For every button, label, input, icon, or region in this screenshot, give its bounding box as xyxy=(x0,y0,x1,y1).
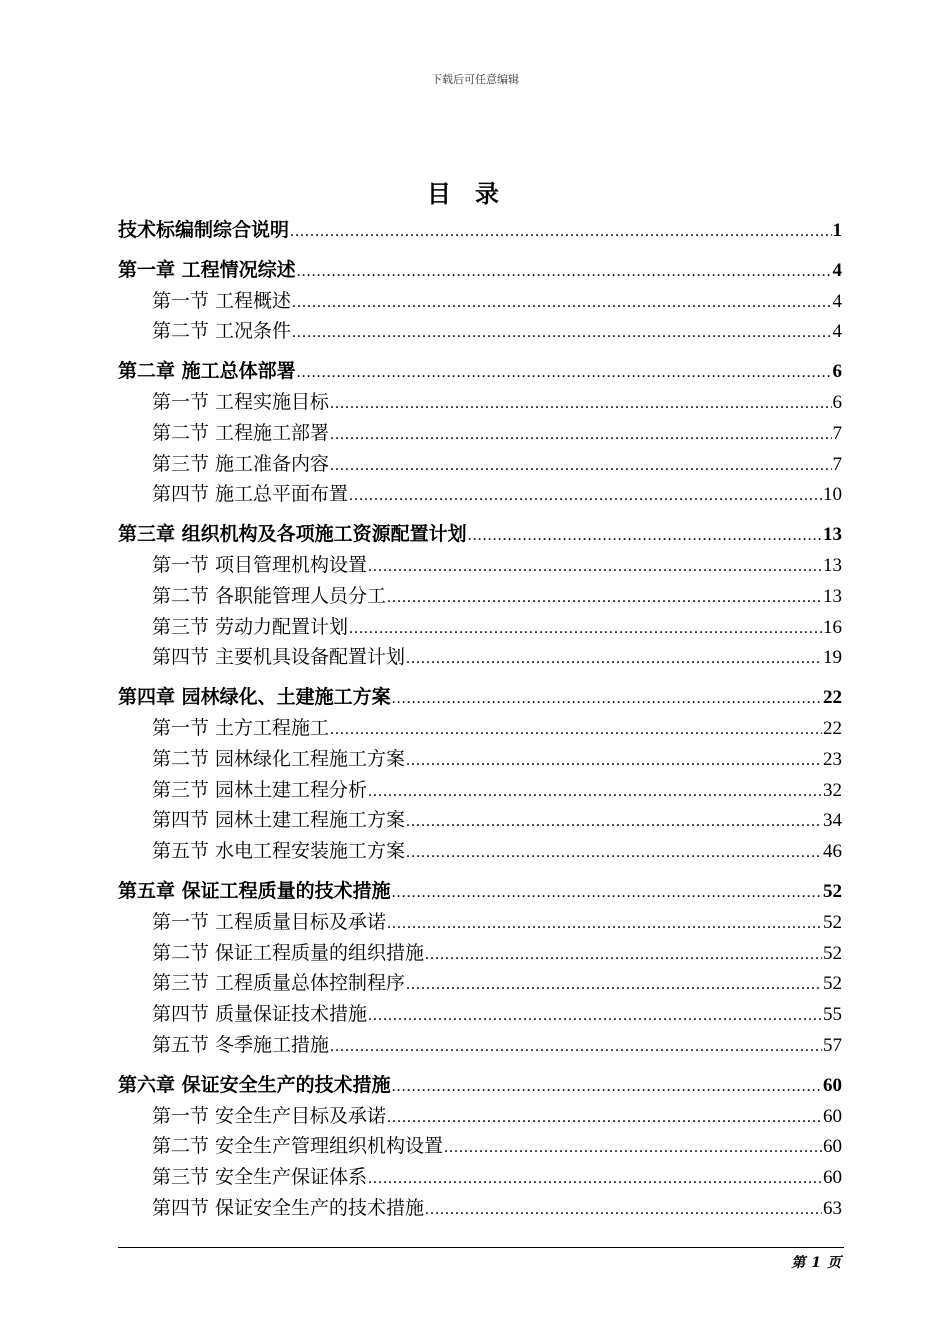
toc-section-entry[interactable] xyxy=(118,745,842,776)
toc-page-number: 13 xyxy=(823,554,842,576)
toc-dot-leader xyxy=(330,390,831,419)
toc-page-number: 52 xyxy=(823,973,842,995)
toc-entry-label: 第四节 园林土建工程施工方案 xyxy=(152,809,406,832)
toc-page-number: 10 xyxy=(823,484,842,506)
toc-entry-label: 第一节 工程质量目标及承诺 xyxy=(152,910,387,933)
toc-entry-label: 第四章 园林绿化、土建施工方案 xyxy=(118,686,391,709)
toc-section-entry[interactable] xyxy=(118,837,842,868)
toc-entry-label: 第一节 土方工程施工 xyxy=(152,716,330,739)
toc-dot-leader xyxy=(330,452,831,481)
toc-section-entry[interactable] xyxy=(118,613,842,644)
toc-section-entry[interactable] xyxy=(118,480,842,511)
toc-page-number: 6 xyxy=(832,391,842,413)
toc-entry-label: 第一节 安全生产目标及承诺 xyxy=(152,1104,387,1127)
toc-page-number: 60 xyxy=(823,1105,842,1127)
toc-entry-label: 第一节 工程实施目标 xyxy=(152,390,330,413)
toc-page-number: 63 xyxy=(823,1197,842,1219)
toc-entry-label: 第二章 施工总体部署 xyxy=(118,360,296,383)
toc-section-entry[interactable] xyxy=(118,450,842,481)
toc-entry-label: 第一节 工程概述 xyxy=(152,289,292,312)
toc-section-entry[interactable] xyxy=(118,806,842,837)
toc-dot-leader xyxy=(292,319,831,348)
toc-dot-leader xyxy=(406,808,822,837)
toc-section-entry[interactable] xyxy=(118,776,842,807)
toc-page-number: 13 xyxy=(823,524,842,546)
toc-section-entry[interactable] xyxy=(118,419,842,450)
toc-page-number: 57 xyxy=(823,1034,842,1056)
toc-entry-label: 第三节 施工准备内容 xyxy=(152,452,330,475)
toc-dot-leader xyxy=(406,839,822,868)
toc-section-entry[interactable] xyxy=(118,908,842,939)
toc-dot-leader xyxy=(392,879,822,908)
toc-dot-leader xyxy=(425,1196,822,1225)
toc-entry-label: 第二节 保证工程质量的组织措施 xyxy=(152,941,425,964)
toc-page-number: 55 xyxy=(823,1004,842,1026)
toc-section-entry[interactable] xyxy=(118,317,842,348)
toc-page-number: 60 xyxy=(823,1074,842,1096)
toc-dot-leader xyxy=(406,747,822,776)
toc-page-number: 52 xyxy=(823,880,842,902)
toc-section-entry[interactable] xyxy=(118,1132,842,1163)
toc-section-entry[interactable] xyxy=(118,643,842,674)
toc-section-entry[interactable] xyxy=(118,714,842,745)
toc-dot-leader xyxy=(368,553,822,582)
toc-dot-leader xyxy=(468,522,822,551)
toc-entry-label: 第一章 工程情况综述 xyxy=(118,258,296,281)
toc-entry-label: 第三节 安全生产保证体系 xyxy=(152,1166,368,1189)
toc-dot-leader xyxy=(392,685,822,714)
toc-dot-leader xyxy=(387,910,822,939)
toc-dot-leader xyxy=(368,1165,822,1194)
toc-section-entry[interactable] xyxy=(118,287,842,318)
toc-page-number: 32 xyxy=(823,779,842,801)
toc-chapter-entry[interactable] xyxy=(118,520,842,551)
toc-dot-leader xyxy=(406,645,822,674)
footer-divider xyxy=(118,1247,844,1248)
toc-entry-label: 技术标编制综合说明 xyxy=(118,219,290,241)
toc-entry-label: 第二节 各职能管理人员分工 xyxy=(152,584,387,607)
toc-entry-label: 第三节 工程质量总体控制程序 xyxy=(152,972,406,995)
toc-page-number: 23 xyxy=(823,748,842,770)
toc-page-number: 34 xyxy=(823,810,842,832)
toc-page-number: 7 xyxy=(832,453,842,475)
toc-section-entry[interactable] xyxy=(118,582,842,613)
toc-section-entry[interactable] xyxy=(118,388,842,419)
toc-dot-leader xyxy=(387,584,822,613)
toc-entry-label: 第四节 保证安全生产的技术措施 xyxy=(152,1196,425,1219)
toc-page-number: 46 xyxy=(823,841,842,863)
toc-dot-leader xyxy=(406,971,822,1000)
toc-entry-label: 第四节 质量保证技术措施 xyxy=(152,1003,368,1026)
toc-entry-label: 第五节 冬季施工措施 xyxy=(152,1033,330,1056)
toc-section-entry[interactable] xyxy=(118,551,842,582)
toc-entry-label: 第二节 安全生产管理组织机构设置 xyxy=(152,1135,444,1158)
toc-dot-leader xyxy=(392,1073,822,1102)
toc-page-number: 19 xyxy=(823,647,842,669)
toc-dot-leader xyxy=(330,1033,822,1062)
toc-dot-leader xyxy=(292,289,831,318)
toc-entry-label: 第二节 园林绿化工程施工方案 xyxy=(152,747,406,770)
toc-dot-leader xyxy=(368,1002,822,1031)
toc-chapter-entry[interactable] xyxy=(118,683,842,714)
toc-dot-leader xyxy=(330,716,822,745)
footer-page: 1 xyxy=(811,1255,821,1271)
toc-page-number: 22 xyxy=(823,717,842,739)
toc-section-entry[interactable] xyxy=(118,1000,842,1031)
toc-entry-label: 第三章 组织机构及各项施工资源配置计划 xyxy=(118,523,467,546)
toc-dot-leader xyxy=(425,941,822,970)
toc-page-number: 13 xyxy=(823,585,842,607)
toc-page-number: 7 xyxy=(832,422,842,444)
toc-entry-label: 第一节 项目管理机构设置 xyxy=(152,553,368,576)
toc-entry-label: 第三节 劳动力配置计划 xyxy=(152,615,349,638)
toc-section-entry[interactable] xyxy=(118,939,842,970)
toc-page-number: 4 xyxy=(832,290,842,312)
table-of-contents xyxy=(118,216,842,1225)
toc-entry-label: 第二节 工况条件 xyxy=(152,320,292,343)
toc-chapter-entry[interactable] xyxy=(118,216,842,247)
toc-dot-leader xyxy=(330,421,831,450)
footer-page-number xyxy=(788,1252,844,1272)
toc-page-number: 4 xyxy=(832,259,842,281)
toc-chapter-entry[interactable] xyxy=(118,877,842,908)
toc-section-entry[interactable] xyxy=(118,969,842,1000)
toc-page-number: 1 xyxy=(832,220,842,241)
toc-entry-label: 第六章 保证安全生产的技术措施 xyxy=(118,1073,391,1096)
toc-dot-leader xyxy=(444,1134,822,1163)
toc-dot-leader xyxy=(387,1104,822,1133)
toc-dot-leader xyxy=(297,258,832,287)
toc-entry-label: 第四节 主要机具设备配置计划 xyxy=(152,646,406,669)
toc-page-number: 52 xyxy=(823,942,842,964)
toc-section-entry[interactable] xyxy=(118,1031,842,1062)
header-note: 下载后可任意编辑 xyxy=(431,73,519,86)
toc-page-number: 6 xyxy=(832,361,842,383)
toc-entry-label: 第五节 水电工程安装施工方案 xyxy=(152,840,406,863)
toc-page-number: 22 xyxy=(823,687,842,709)
toc-dot-leader xyxy=(368,778,822,807)
toc-chapter-entry[interactable] xyxy=(118,256,842,287)
toc-section-entry[interactable] xyxy=(118,1194,842,1225)
toc-page-number: 60 xyxy=(823,1167,842,1189)
toc-entry-label: 第二节 工程施工部署 xyxy=(152,421,330,444)
toc-entry-label: 第三节 园林土建工程分析 xyxy=(152,778,368,801)
toc-page-number: 52 xyxy=(823,911,842,933)
toc-entry-label: 第四节 施工总平面布置 xyxy=(152,483,349,506)
footer-prefix: 第 xyxy=(791,1255,806,1271)
toc-dot-leader xyxy=(290,218,831,247)
toc-chapter-entry[interactable] xyxy=(118,1071,842,1102)
toc-page-number: 60 xyxy=(823,1136,842,1158)
toc-dot-leader xyxy=(349,615,822,644)
toc-chapter-entry[interactable] xyxy=(118,357,842,388)
toc-page-number: 4 xyxy=(832,321,842,343)
toc-page-number: 16 xyxy=(823,616,842,638)
footer-suffix: 页 xyxy=(827,1255,841,1271)
toc-dot-leader xyxy=(349,482,822,511)
toc-section-entry[interactable] xyxy=(118,1163,842,1194)
toc-dot-leader xyxy=(297,359,832,388)
toc-section-entry[interactable] xyxy=(118,1102,842,1133)
toc-entry-label: 第五章 保证工程质量的技术措施 xyxy=(118,879,391,902)
page-title: 目录 xyxy=(427,180,523,208)
